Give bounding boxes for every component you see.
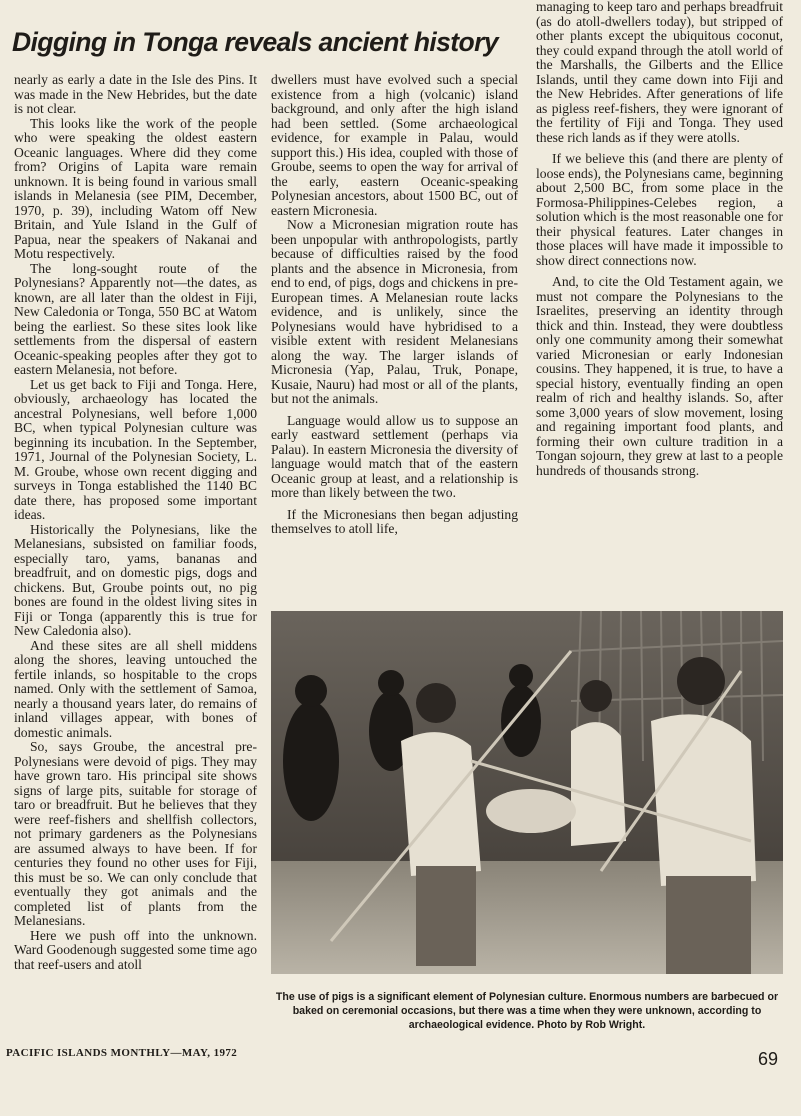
article-headline: Digging in Tonga reveals ancient history bbox=[12, 27, 498, 57]
page-number: 69 bbox=[758, 1049, 779, 1069]
paragraph: dwellers must have evolved such a special existence from a high (volcanic) island background, and only after the high island had been settled. (Some archaeological evidence, for example in Palau, would support this.) His idea, coupled with those of Groube, seems to open the way for arrival of the early, eastern Oceanic-speaking Polynesian ancestors, about 1500 BC, out of eastern Micronesia. bbox=[271, 72, 518, 218]
paragraph: Language would allow us to suppose an early eastward settlement (perhaps via Palau). In eastern Micronesia the diversity of language would match that of the eastern Oceanic group at least, and a relationship is more than likely between the two. bbox=[271, 412, 518, 500]
paragraph: Historically the Polynesians, like the Melanesians, subsisted on familiar foods, especially taro, yams, bananas and breadfruit, and on domestic pigs, dogs and chickens. But, Groube points out, no pig bones are found in the oldest living sites in Fiji or Tonga (apparently this is true for New Caledonia also). bbox=[14, 521, 257, 638]
photo-illustration bbox=[271, 611, 783, 974]
photo-caption: The use of pigs is a significant element of Polynesian culture. Enormous numbers are barbecued or baked on ceremonial occasions, but there was a time when they were unknown, according to archaeological evidence. Photo by Rob Wright. bbox=[275, 991, 779, 1031]
paragraph: managing to keep taro and perhaps breadfruit (as do atoll-dwellers today), but stripped of other plants except the ubiquitous coconut, they could expand through the atoll world of the Marshalls, the Gilberts and the Ellice Islands, until they came down into Fiji and the New Hebrides. After generations of life as pigless reef-fishers, they were ignorant of the fertility of Fiji and Tonga. They used these rich lands as if they were atolls. bbox=[536, 0, 783, 145]
paragraph: The long-sought route of the Polynesians? Apparently not—the dates, as known, are all later than the oldest in Fiji, New Caledonia or Tonga, 550 BC at Watom being the earliest. So these sites look like settlements from the dispersal of eastern Oceanic-speaking peoples after they got to eastern Melanesia, not before. bbox=[14, 260, 257, 377]
paragraph: If the Micronesians then began adjusting themselves to atoll life, bbox=[271, 506, 518, 536]
publication-footer: PACIFIC ISLANDS MONTHLY—MAY, 1972 bbox=[6, 1047, 238, 1059]
paragraph: Let us get back to Fiji and Tonga. Here, obviously, archaeology has located the ancestral Polynesians, well before 1,000 BC, when typical Polynesian culture was beginning its incubation. In the September, 1971, Journal of the Polynesian Society, L. M. Groube, whose own recent digging and surveys in Tonga established the 1140 BC date there, has proposed some important ideas. bbox=[14, 376, 257, 522]
text-column-2 bbox=[271, 73, 518, 537]
paragraph: So, says Groube, the ancestral pre-Polynesians were devoid of pigs. They may have grown taro. His principal site shows signs of large pits, suitable for storage of taro or breadfruit. But he believes that they were reef-fishers and shellfish collectors, not primary gardeners as the Polynesians are assumed always to have been. If for centuries they found no other uses for Fiji, this must be so. We can only conclude that eventually they got animals and the completed list of plants from the Melanesians. bbox=[14, 739, 257, 928]
paragraph: If we believe this (and there are plenty of loose ends), the Polynesians came, beginning about 2,500 BC, from some place in the Formosa-Philippines-Celebes region, a solution which is the most reasonable one for their physical features. Later changes in those places will have made it impossible to show direct connections now. bbox=[536, 151, 783, 268]
paragraph: Now a Micronesian migration route has been unpopular with anthropologists, partly because of difficulties raised by the food plants and the absence in Micronesia, from end to end, of pigs, dogs and chickens in pre-European times. A Melanesian route lacks evidence, and is unlikely, since the Polynesians would have hybridised to a visible extent with resident Melanesians along the way. The larger islands of Micronesia (Yap, Palau, Truk, Ponape, Kusaie, Nauru) had most or all of the plants, but not the animals. bbox=[271, 217, 518, 406]
article-photo bbox=[271, 611, 783, 974]
text-column-1 bbox=[14, 73, 257, 972]
text-column-3 bbox=[536, 0, 783, 478]
paragraph: nearly as early a date in the Isle des Pins. It was made in the New Hebrides, but the date is not clear. bbox=[14, 72, 257, 116]
paragraph: Here we push off into the unknown. Ward Goodenough suggested some time ago that reef-users and atoll bbox=[14, 927, 257, 972]
paragraph: This looks like the work of the people who were speaking the oldest eastern Oceanic languages. Where did they come from? Origins of Lapita ware remain unknown. It is being found in various small islands in Melanesia (see PIM, December, 1970, p. 39), including Watom off New Britain, and Yule Island in the Gulf of Papua, near the speakers of Nakanai and Motu respectively. bbox=[14, 115, 257, 261]
paragraph: And these sites are all shell middens along the shores, leaving untouched the fertile inlands, so hospitable to the crops named. Only with the settlement of Samoa, nearly a thousand years later, do remains of inland villages appear, with bones of domestic animals. bbox=[14, 637, 257, 740]
paragraph: And, to cite the Old Testament again, we must not compare the Polynesians to the Israelites, preserving an identity through thick and thin. Instead, they were doubtless only one community among their somewhat varied Micronesian or early Indonesian cousins. They happened, it is true, to have a special history, eventually finding an open realm of rich and healthy islands. So, after some 3,000 years of slow movement, losing and regaining important food plants, and forming their own culture tradition in a Tongan sojourn, they grew at last to a people hundreds of thousands strong. bbox=[536, 274, 783, 478]
